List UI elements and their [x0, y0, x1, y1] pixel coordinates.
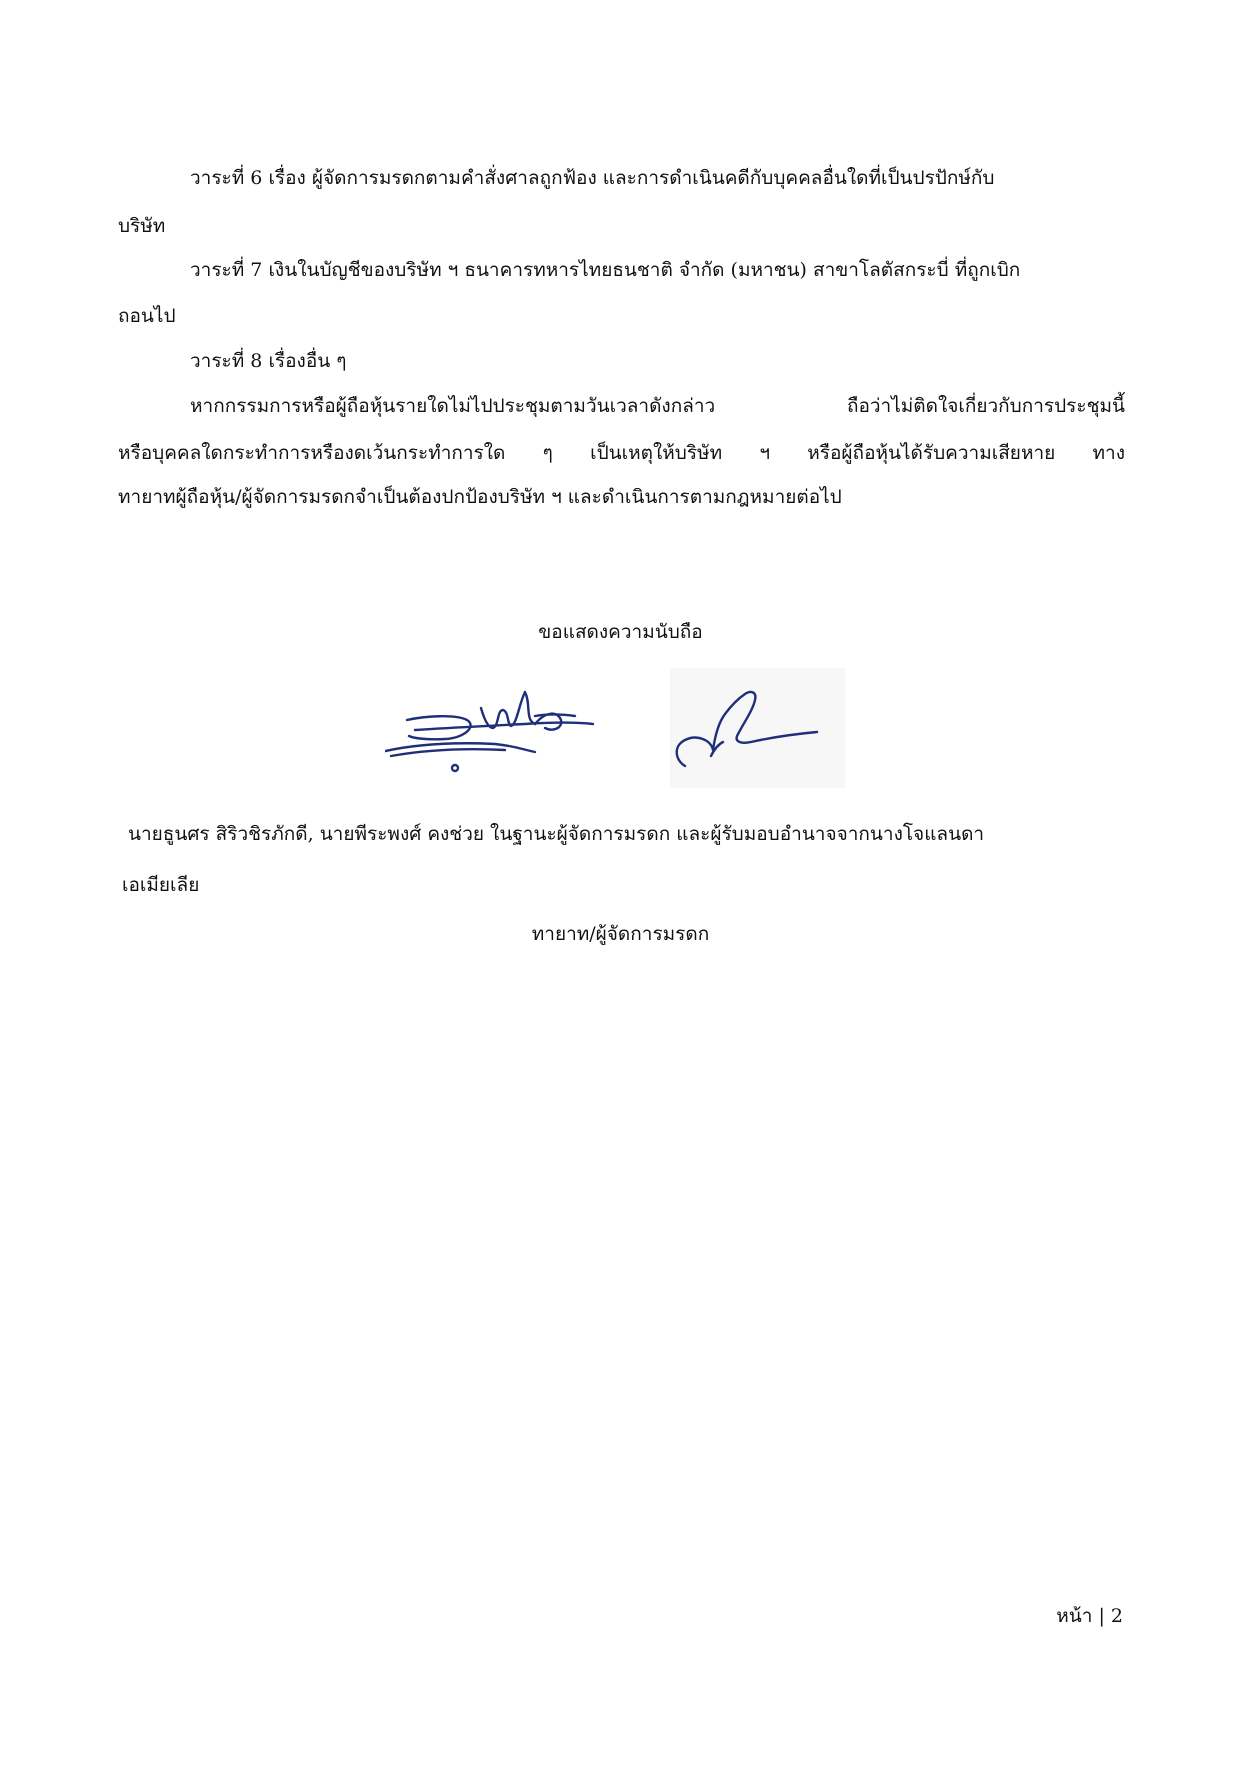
agenda-item-8: วาระที่ 8 เรื่องอื่น ๆ — [190, 350, 347, 372]
signer-role: ทายาท/ผู้จัดการมรดก — [531, 923, 710, 945]
signers-line2: เอเมียเลีย — [122, 874, 200, 896]
agenda-item-6-line2: บริษัท — [118, 215, 166, 237]
warning-line2: หรือบุคคลใดกระทำการหรืองดเว้นกระทำการใด ๆ เป็นเหตุให้บริษัท ฯ หรือผู้ถือหุ้นได้รับความเสียหาย ทาง — [118, 442, 1125, 464]
page-number: หน้า | 2 — [1056, 1605, 1123, 1627]
warning-line3: ทายาทผู้ถือหุ้น/ผู้จัดการมรดกจำเป็นต้องปกป้องบริษัท ฯ และดำเนินการตามกฎหมายต่อไป — [118, 486, 842, 508]
agenda-item-6-line1: วาระที่ 6 เรื่อง ผู้จัดการมรดกตามคำสั่งศาลถูกฟ้อง และการดำเนินคดีกับบุคคลอื่นใดที่เป็นปรปักษ์กับ — [190, 167, 995, 189]
signers-line1: นายธูนศร สิริวชิรภักดี, นายพีระพงศ์ คงช่วย ในฐานะผู้จัดการมรดก และผู้รับมอบอำนาจจากนางโจแลนดา — [128, 823, 985, 845]
signatures — [385, 664, 845, 794]
closing-regards: ขอแสดงความนับถือ — [538, 621, 703, 643]
agenda-item-7-line2: ถอนไป — [118, 305, 176, 327]
warning-line1: หากกรรมการหรือผู้ถือหุ้นรายใดไม่ไปประชุมตามวันเวลาดังกล่าว ถือว่าไม่ติดใจเกี่ยวกับการประชุมนี้ — [190, 395, 1125, 417]
agenda-item-7-line1: วาระที่ 7 เงินในบัญชีของบริษัท ฯ ธนาคารทหารไทยธนชาติ จำกัด (มหาชน) สาขาโลตัสกระบี่ ที่ถูกเบิก — [190, 259, 1021, 281]
signature-2 — [677, 692, 817, 766]
signature-graphic — [385, 664, 845, 794]
